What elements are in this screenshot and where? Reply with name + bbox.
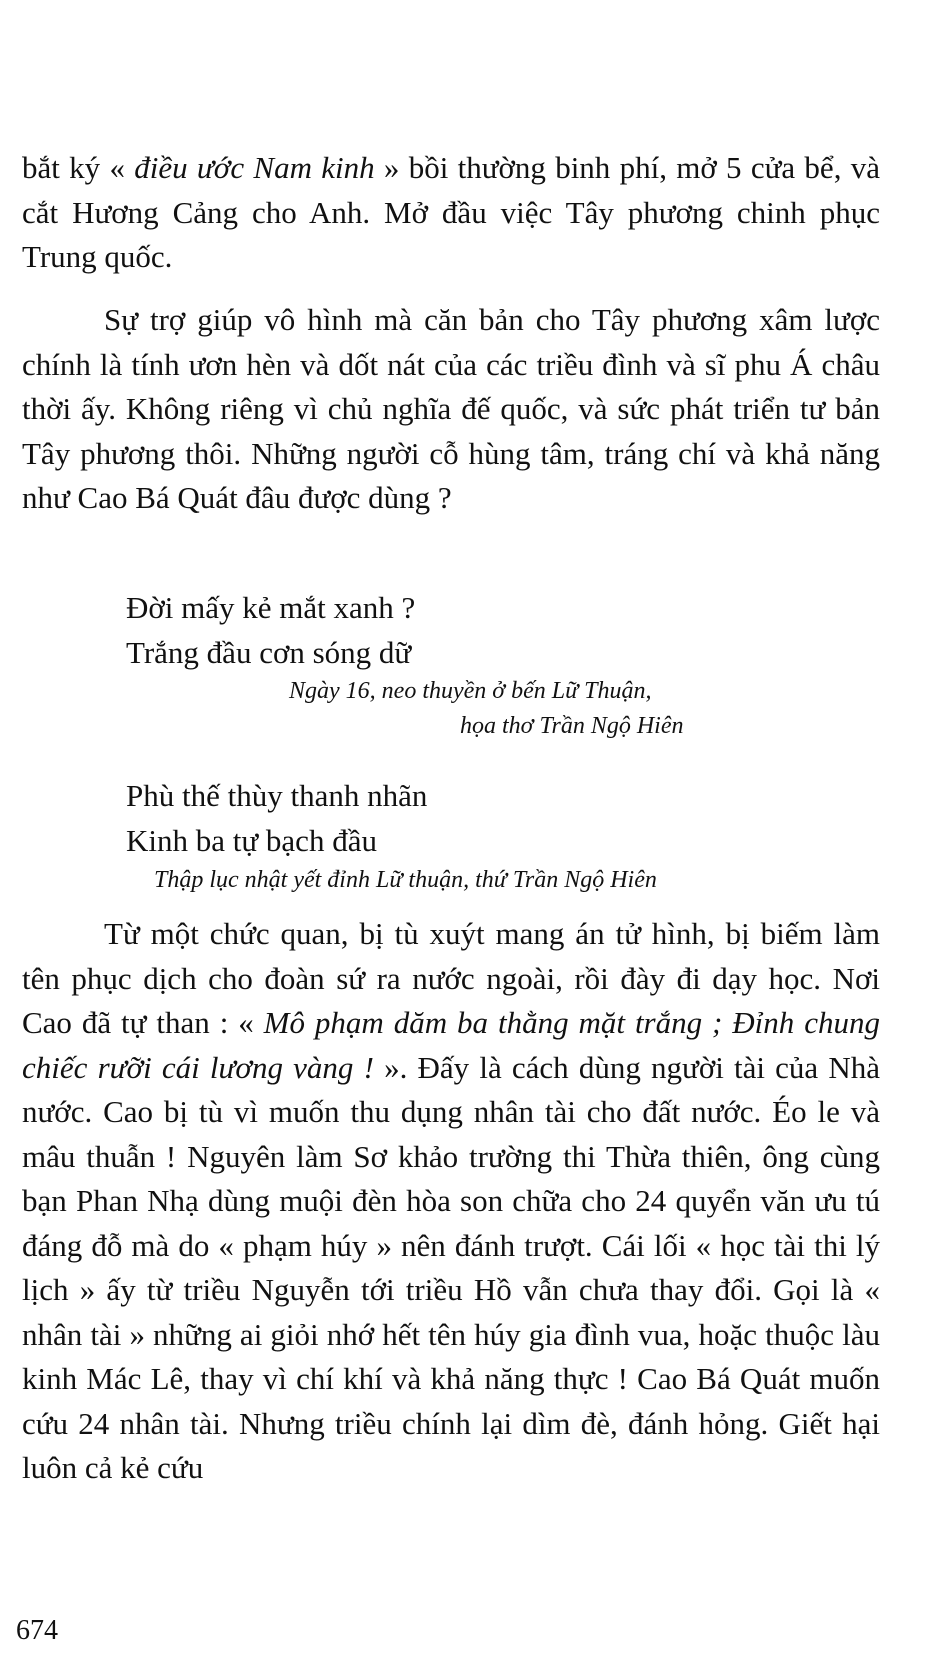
verse-line-2: Trắng đầu cơn sóng dữ [126, 635, 412, 670]
treaty-name: điều ước Nam kinh [134, 150, 375, 185]
paragraph-3 [22, 912, 880, 1491]
verse-caption-line-1: Ngày 16, neo thuyền ở bến Lữ Thuận, [289, 678, 652, 704]
paragraph-1-rest: » bồi thường binh phí, mở 5 cửa bể, và cắt Hương Cảng cho Anh. Mở đầu việc Tây phương chinh phục Trung quốc. [22, 150, 880, 274]
paragraph-1-lead: bắt ký « [22, 150, 135, 185]
paragraph-3-rest: ». Đấy là cách dùng người tài của Nhà nước. Cao bị tù vì muốn thu dụng nhân tài cho đất nước. Éo le và mâu thuẫn ! Nguyên làm Sơ khảo trường thi Thừa thiên, ông cùng bạn Phan Nhạ dùng muội đèn hòa son chữa cho 24 quyển văn ưu tú đáng đỗ mà do « phạm húy » nên đánh trượt. Cái lối « học tài thi lý lịch » ấy từ triều Nguyễn tới triều Hồ vẫn chưa thay đổi. Gọi là « nhân tài » những ai giỏi nhớ hết tên húy gia đình vua, hoặc thuộc làu kinh Mác Lê, thay vì chí khí và khả năng thực ! Cao Bá Quát muốn cứu 24 nhân tài. Nhưng triều chính lại dìm đè, đánh hỏng. Giết hại luôn cả kẻ cứu [22, 1049, 880, 1485]
paragraph-2: Sự trợ giúp vô hình mà căn bản cho Tây phương xâm lược chính là tính ươn hèn và dốt nát của các triều đình và sĩ phu Á châu thời ấy. Không riêng vì chủ nghĩa đế quốc, và sức phát triển tư bản Tây phương thôi. Những người cỗ hùng tâm, tráng chí và khả năng như Cao Bá Quát đâu được dùng ? [22, 302, 880, 515]
verse-line-1: Đời mấy kẻ mắt xanh ? [126, 590, 416, 625]
hanviet-caption: Thập lục nhật yết đỉnh Lữ thuận, thứ Trần Ngộ Hiên [154, 867, 657, 893]
poem-quote: Mô phạm dăm ba thằng mặt trắng ; Đỉnh chung chiếc rưỡi cái lương vàng ! [22, 1005, 880, 1085]
page-number: 674 [16, 1615, 58, 1646]
paragraph-3-lead: Từ một chức quan, bị tù xuýt mang án tử hình, bị biếm làm tên phục dịch cho đoàn sứ ra nước ngoài, rồi đày đi dạy học. Nơi Cao đã tự than : « [22, 916, 880, 1040]
hanviet-line-1: Phù thế thùy thanh nhãn [126, 778, 428, 813]
paragraph-1 [22, 146, 880, 280]
hanviet-line-2: Kinh ba tự bạch đầu [126, 823, 377, 858]
verse-caption-line-2: họa thơ Trần Ngộ Hiên [460, 713, 684, 739]
